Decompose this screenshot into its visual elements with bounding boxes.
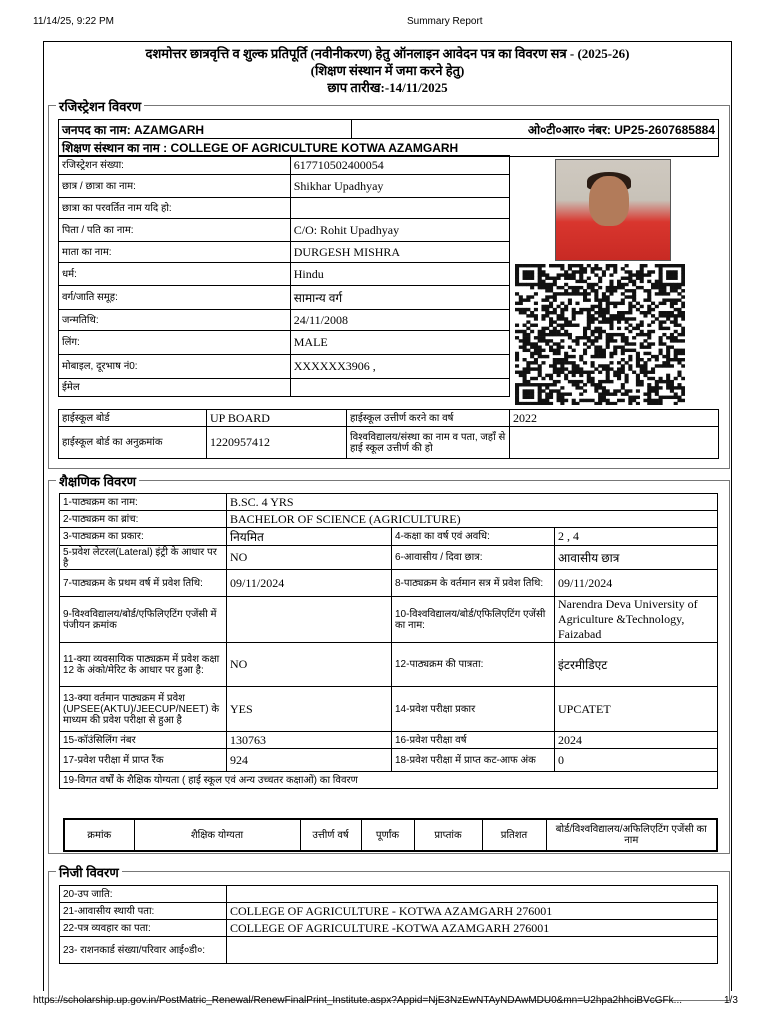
column-header: बोर्ड/विश्वविद्यालय/अफिलिएटिंग एजेंसी का नाम: [546, 819, 717, 851]
field-label: 12-पाठ्यक्रम की पात्रता:: [392, 643, 555, 687]
field-value: UPCATET: [555, 687, 718, 732]
academic-row: [60, 687, 718, 732]
registration-row: [59, 198, 510, 219]
print-doc-title: Summary Report: [407, 16, 483, 27]
branch-label: 2-पाठ्यक्रम का ब्रांच:: [60, 511, 227, 528]
hs-year-value: 2022: [510, 410, 719, 427]
field-label: लिंग:: [59, 331, 291, 355]
field-label: 11-क्या व्यवसायिक पाठ्यक्रम में प्रवेश कक्षा 12 के अंको/मेरिट के आधार पर हुआ है:: [60, 643, 227, 687]
personal-row: [60, 903, 718, 920]
field-label: जन्मतिथि:: [59, 310, 291, 331]
board-value: UP BOARD: [207, 410, 347, 427]
otr-cell: ओ०टी०आर० नंबर: UP25-2607685884: [352, 120, 719, 139]
academic-row: [60, 597, 718, 643]
past-education-table: [63, 818, 718, 852]
field-label: 9-विश्वविद्यालय/बोर्ड/एफिलिएटिंग एजेंसी में पंजीयन क्रमांक: [60, 597, 227, 643]
registration-row: [59, 355, 510, 379]
personal-row: [60, 920, 718, 937]
field-label: 20-उप जाति:: [60, 886, 227, 903]
column-header: क्रमांक: [64, 819, 134, 851]
univ-label: विश्वविद्यालय/संस्था का नाम व पता, जहाँ से हाई स्कूल उत्तीर्ण की हो: [347, 427, 510, 459]
field-label: 8-पाठ्यक्रम के वर्तमान सत्र में प्रवेश तिथि:: [392, 570, 555, 597]
field-label: 6-आवासीय / दिवा छात्र:: [392, 546, 555, 570]
field-value: 924: [227, 749, 392, 772]
field-value: [227, 937, 718, 964]
institute-cell: शिक्षण संस्थान का नाम : COLLEGE OF AGRICULTURE KOTWA AZAMGARH: [59, 139, 719, 157]
personal-table: [59, 885, 718, 964]
registration-row: [59, 331, 510, 355]
univ-value: [510, 427, 719, 459]
field-value: 130763: [227, 732, 392, 749]
registration-row: [59, 242, 510, 263]
registration-row: [59, 175, 510, 198]
field-value: YES: [227, 687, 392, 732]
field-label: ईमेल: [59, 379, 291, 397]
field-value: 617710502400054: [290, 156, 509, 175]
qr-code-icon: [515, 264, 685, 405]
registration-row: [59, 310, 510, 331]
field-value: 09/11/2024: [227, 570, 392, 597]
field-value: NO: [227, 643, 392, 687]
field-value: [227, 597, 392, 643]
personal-legend: निजी विवरण: [56, 863, 122, 881]
field-value: 09/11/2024: [555, 570, 718, 597]
student-photo: [555, 159, 671, 261]
field-value: [290, 379, 509, 397]
hs-year-label: हाईस्कूल उत्तीर्ण करने का वर्ष: [347, 410, 510, 427]
field-label: 3-पाठ्यक्रम का प्रकार:: [60, 528, 227, 546]
academic-row: [60, 643, 718, 687]
academic-row: [60, 749, 718, 772]
academic-row: [60, 528, 718, 546]
academic-row: [60, 570, 718, 597]
academic-row: [60, 546, 718, 570]
report-subtitle: (शिक्षण संस्थान में जमा करने हेतु): [310, 63, 465, 78]
column-header: प्राप्तांक: [414, 819, 482, 851]
course-label: 1-पाठ्यक्रम का नाम:: [60, 494, 227, 511]
field-value: C/O: Rohit Upadhyay: [290, 219, 509, 242]
board-label: हाईस्कूल बोर्ड: [59, 410, 207, 427]
field-value: COLLEGE OF AGRICULTURE - KOTWA AZAMGARH 276001: [227, 903, 718, 920]
field-label: धर्म:: [59, 263, 291, 286]
roll-value: 1220957412: [207, 427, 347, 459]
district-cell: जनपद का नाम: AZAMGARH: [59, 120, 352, 139]
column-header: शैक्षिक योग्यता: [134, 819, 300, 851]
field-value: 2 , 4: [555, 528, 718, 546]
field-value: [290, 198, 509, 219]
field-label: 5-प्रवेश लेटरल(Lateral) इंट्री के आधार पर है: [60, 546, 227, 570]
field-label: छात्र / छात्रा का नाम:: [59, 175, 291, 198]
registration-row: [59, 263, 510, 286]
course-value: B.SC. 4 YRS: [227, 494, 718, 511]
field-label: वर्ग/जाति समूह:: [59, 286, 291, 310]
registration-legend: रजिस्ट्रेशन विवरण: [56, 97, 144, 115]
field-label: 16-प्रवेश परीक्षा वर्ष: [392, 732, 555, 749]
field-label: 7-पाठ्यक्रम के प्रथम वर्ष में प्रवेश तिथि:: [60, 570, 227, 597]
board-table: [58, 409, 719, 459]
field-label: मोबाइल, दूरभाष नं0:: [59, 355, 291, 379]
field-value: Hindu: [290, 263, 509, 286]
field-label: छात्रा का परवर्तित नाम यदि हो:: [59, 198, 291, 219]
field-value: 2024: [555, 732, 718, 749]
field-value: सामान्य वर्ग: [290, 286, 509, 310]
field-value: MALE: [290, 331, 509, 355]
personal-row: [60, 886, 718, 903]
field-value: COLLEGE OF AGRICULTURE -KOTWA AZAMGARH 276001: [227, 920, 718, 937]
personal-row: [60, 937, 718, 964]
field-label: 18-प्रवेश परीक्षा में प्राप्त कट-आफ अंक: [392, 749, 555, 772]
page-url: https://scholarship.up.gov.in/PostMatric_Renewal/RenewFinalPrint_Institute.aspx?Appid=NjE3NzEwNTAyNDAwMDU0&mn=U2hpa2hhciBVcGFk...: [33, 995, 682, 1006]
field-value: [227, 886, 718, 903]
field-label: 14-प्रवेश परीक्षा प्रकार: [392, 687, 555, 732]
field-value: इंटरमीडिएट: [555, 643, 718, 687]
report-page: [43, 41, 732, 991]
page-number: 1/3: [724, 995, 738, 1006]
field-value: DURGESH MISHRA: [290, 242, 509, 263]
print-datetime: 11/14/25, 9:22 PM: [33, 16, 114, 27]
field-value: Narendra Deva University of Agriculture &Technology, Faizabad: [555, 597, 718, 643]
field-label: 21-आवासीय स्थायी पता:: [60, 903, 227, 920]
field-label: पिता / पति का नाम:: [59, 219, 291, 242]
academic-legend: शैक्षणिक विवरण: [56, 472, 139, 490]
column-header: प्रतिशत: [482, 819, 546, 851]
district-table: [58, 119, 719, 157]
column-header: पूर्णांक: [361, 819, 414, 851]
field-label: 10-विश्वविद्यालय/बोर्ड/एफिलिएटिंग एजेंसी का नाम:: [392, 597, 555, 643]
print-date: छाप तारीख:-14/11/2025: [327, 80, 448, 95]
field-value: आवासीय छात्र: [555, 546, 718, 570]
registration-row: [59, 156, 510, 175]
field-label: 4-कक्षा का वर्ष एवं अवधि:: [392, 528, 555, 546]
field-label: 17-प्रवेश परीक्षा में प्राप्त रैंक: [60, 749, 227, 772]
column-header: उत्तीर्ण वर्ष: [300, 819, 361, 851]
field-value: 24/11/2008: [290, 310, 509, 331]
academic-row: [60, 732, 718, 749]
academic-table: [59, 493, 718, 789]
field-value: Shikhar Upadhyay: [290, 175, 509, 198]
registration-row: [59, 286, 510, 310]
field-label: 13-क्या वर्तमान पाठ्यक्रम में प्रवेश (UPSEE(AKTU)/JEECUP/NEET) के माध्यम की प्रवेश परीक्षा से हुआ है: [60, 687, 227, 732]
branch-value: BACHELOR OF SCIENCE (AGRICULTURE): [227, 511, 718, 528]
field-label: 23- राशनकार्ड संख्या/परिवार आई०डी०:: [60, 937, 227, 964]
report-title: दशमोत्तर छात्रवृत्ति व शुल्क प्रतिपूर्ति (नवीनीकरण) हेतु ऑनलाइन आवेदन पत्र का विवरण सत्र - (2025-26): [145, 46, 630, 61]
field-value: 0: [555, 749, 718, 772]
field-value: NO: [227, 546, 392, 570]
past-education-label: 19-विगत वर्षों के शैक्षिक योग्यता ( हाई स्कूल एवं अन्य उच्चतर कक्षाओं) का विवरण: [60, 772, 718, 789]
field-label: माता का नाम:: [59, 242, 291, 263]
registration-table: [58, 155, 510, 397]
registration-row: [59, 379, 510, 397]
registration-row: [59, 219, 510, 242]
field-label: रजिस्ट्रेशन संख्या:: [59, 156, 291, 175]
field-value: नियमित: [227, 528, 392, 546]
field-label: 15-कॉउंसिलिंग नंबर: [60, 732, 227, 749]
field-value: XXXXXX3906 ,: [290, 355, 509, 379]
roll-label: हाईस्कूल बोर्ड का अनुक्रमांक: [59, 427, 207, 459]
field-label: 22-पत्र व्यवहार का पता:: [60, 920, 227, 937]
